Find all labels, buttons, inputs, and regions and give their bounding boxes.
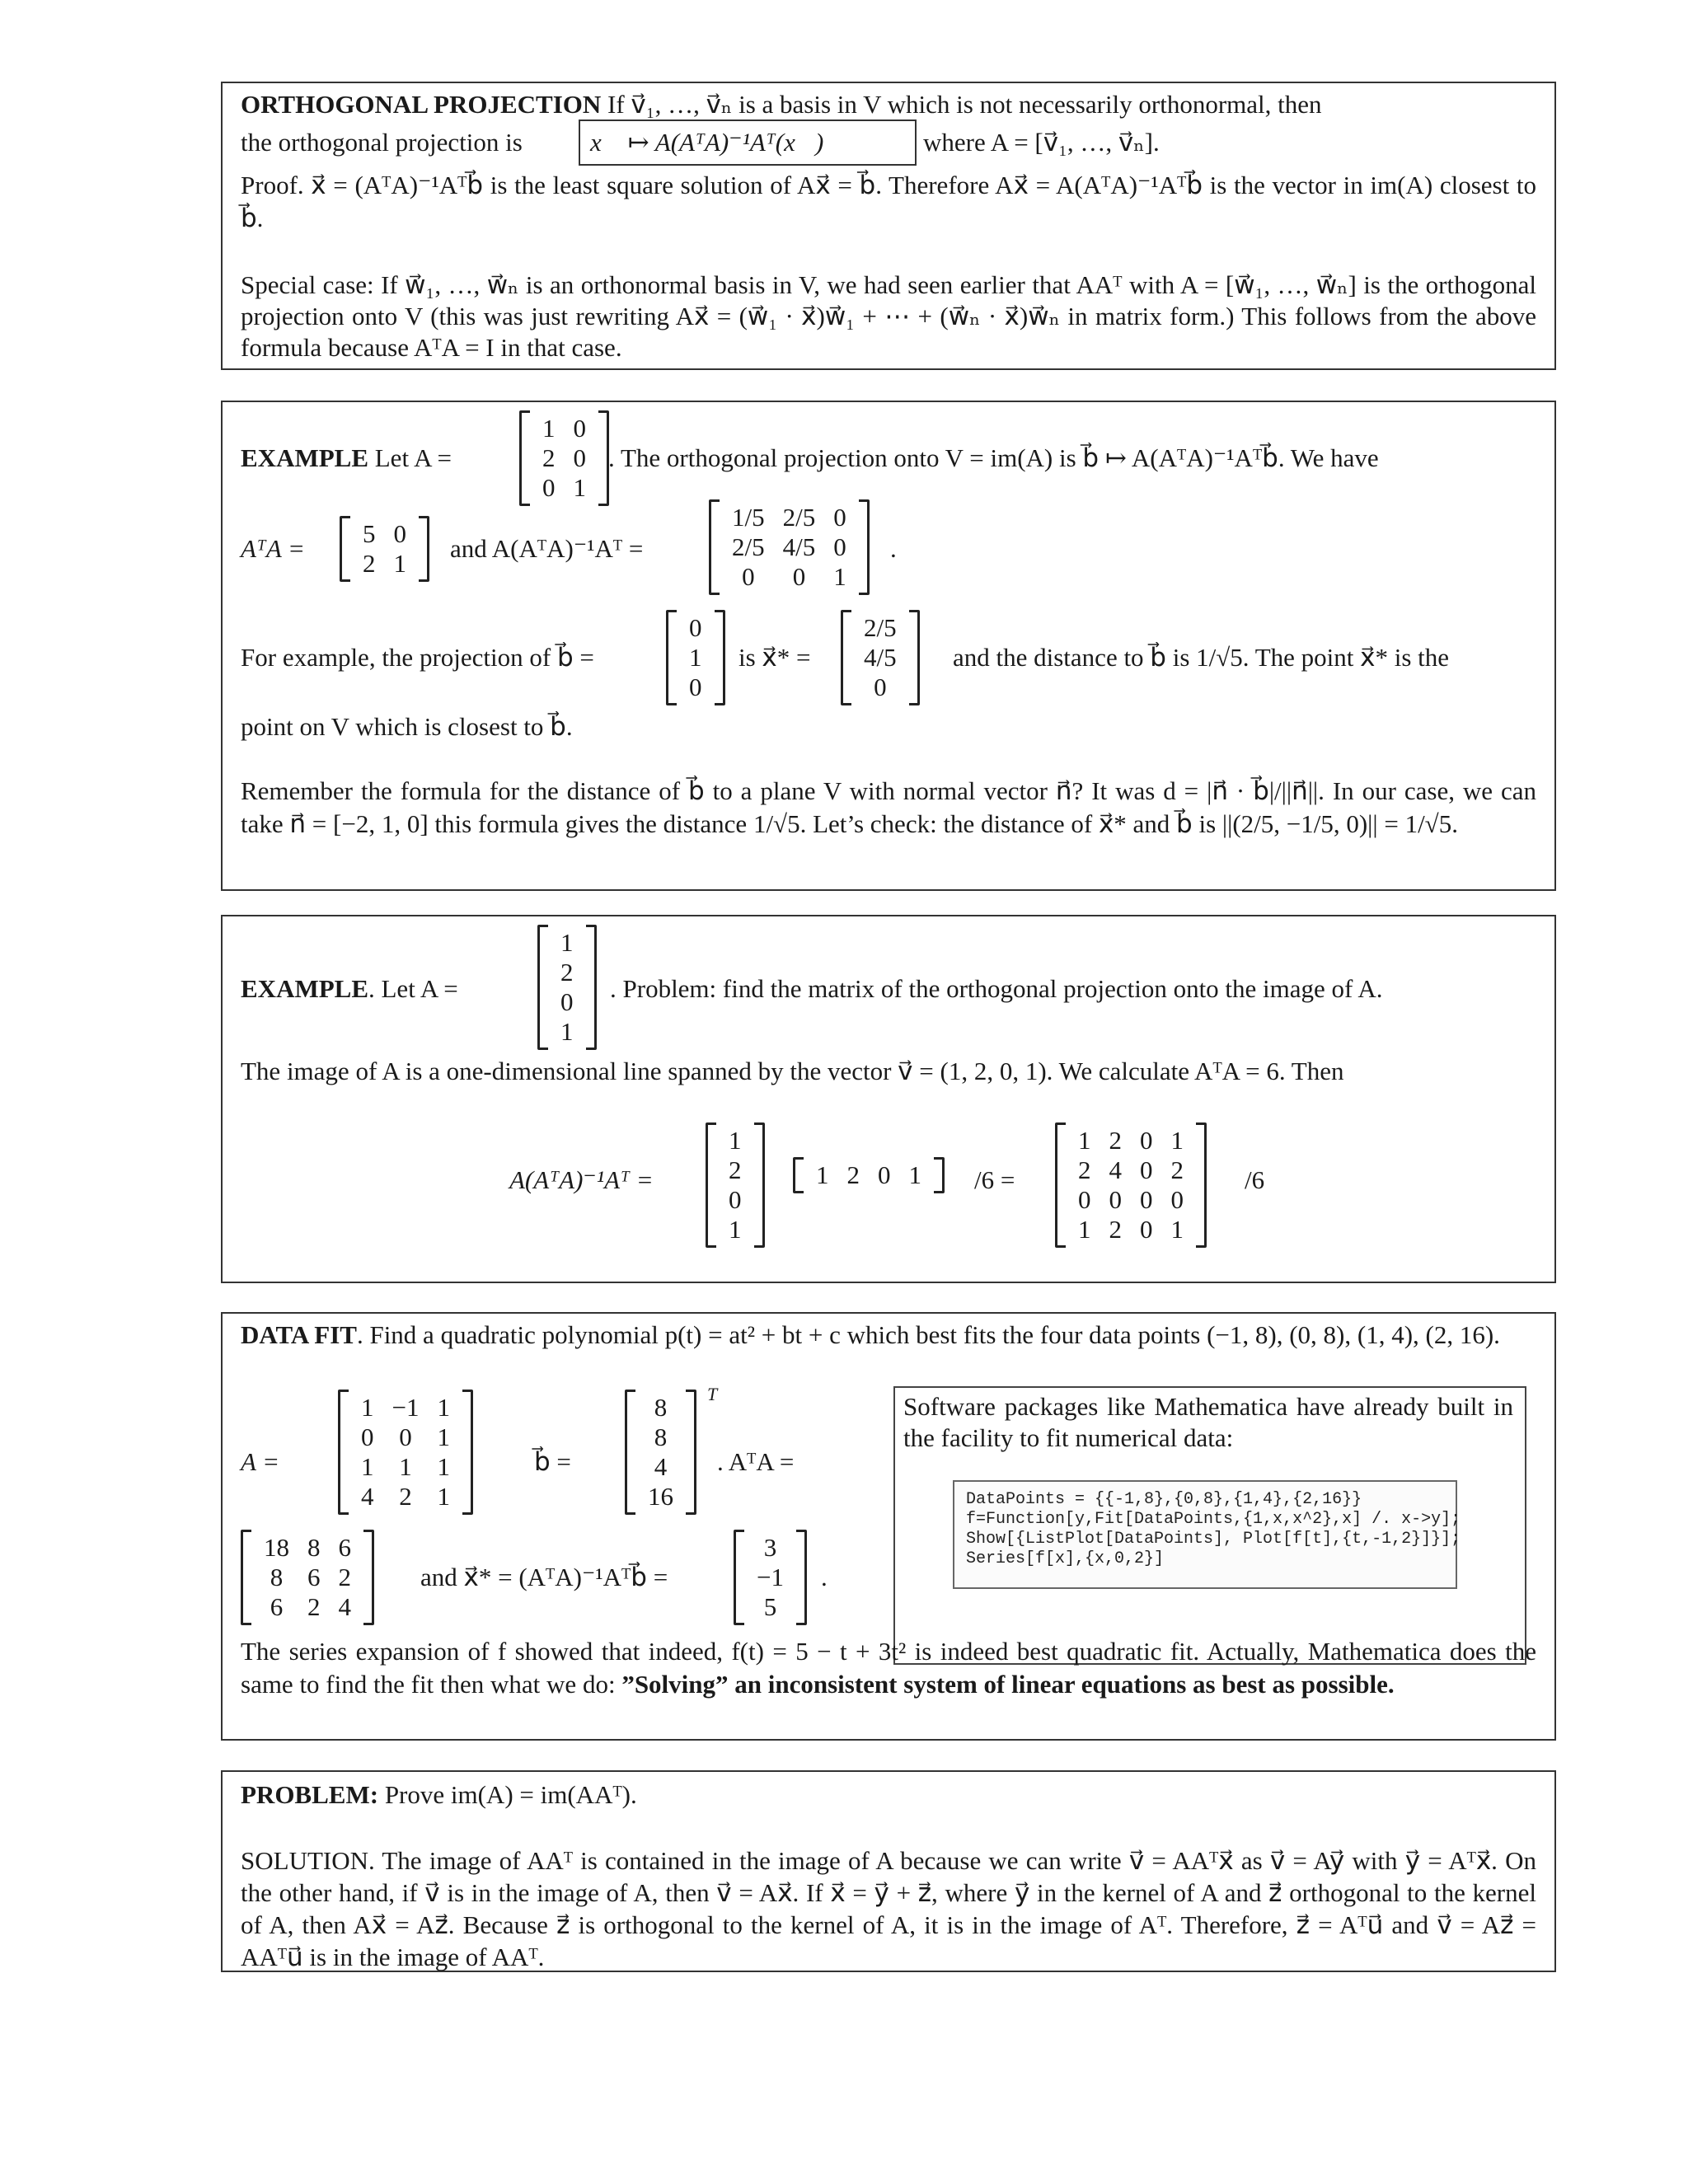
matrix-entry: 1 (560, 1017, 574, 1046)
section-heading: ORTHOGONAL PROJECTION (241, 90, 602, 119)
matrix-grid (723, 503, 856, 592)
matrix-entry: 0 (833, 503, 846, 532)
matrix-entry: 2 (1170, 1155, 1184, 1184)
software-paragraph: Software packages like Mathematica have already built in the facility to fit numerical data: (903, 1392, 1513, 1452)
matrix-entry: 1 (361, 1393, 374, 1422)
image-line-text: The image of A is a one-dimensional line spanned by the vector v⃗ = (1, 2, 0, 1). We calculate AᵀA = 6. Then (241, 1057, 1344, 1085)
matrix-row (354, 519, 415, 549)
matrix-entry: −1 (757, 1563, 784, 1591)
matrix-row (354, 549, 415, 579)
matrix-row (680, 643, 711, 673)
matrix-entry: 1 (560, 928, 574, 957)
section-problem (221, 1770, 1556, 1972)
matrix-row (255, 1533, 360, 1563)
matrix-entry: 2/5 (782, 503, 816, 532)
matrix-grid (748, 1533, 793, 1622)
problem-line (241, 1779, 637, 1811)
special-case-paragraph (241, 269, 1536, 363)
matrix-entry: 1/5 (732, 503, 765, 532)
matrix-entry: 2/5 (864, 613, 897, 642)
software-box (893, 1386, 1526, 1665)
matrix-projection (709, 499, 870, 595)
matrix-entry: 1 (729, 1215, 742, 1244)
matrix-entry: 6 (307, 1563, 321, 1591)
code-line: DataPoints = {{-1,8},{0,8},{1,4},{2,16}} (966, 1490, 1362, 1509)
matrix-grid (1069, 1126, 1193, 1244)
matrix-row (720, 1126, 751, 1155)
distance-text: and the distance to b⃗ is 1/√5. The point x⃗* is the (953, 643, 1450, 672)
matrix-entry: 2 (399, 1482, 412, 1511)
code-line: Series[f[x],{x,0,2}] (966, 1549, 1165, 1568)
example-heading: EXAMPLE (241, 443, 368, 472)
divide-six (1245, 1164, 1264, 1197)
matrix-row (855, 613, 906, 643)
closest-point-text: point on V which is closest to b⃗. (241, 712, 573, 741)
series-paragraph (241, 1635, 1536, 1701)
matrix-grid (352, 1393, 459, 1511)
matrix-entry: 16 (648, 1482, 673, 1511)
projection-lhs-text: A(AᵀA)⁻¹Aᵀ = (509, 1165, 654, 1194)
matrix-grid (639, 1393, 682, 1511)
problem-text: . Problem: find the matrix of the orthogonal projection onto the image of A. (610, 974, 1383, 1003)
matrix-entry: 0 (689, 673, 702, 701)
period (821, 1561, 828, 1594)
matrix-entry: 3 (763, 1533, 777, 1562)
matrix-row (551, 987, 583, 1017)
matrix-entry: 0 (560, 987, 574, 1016)
matrix-row (1069, 1185, 1193, 1215)
series-paragraph-text (241, 1635, 1536, 1701)
matrix-row (533, 473, 595, 503)
period (890, 532, 897, 565)
matrix-entry: 0 (573, 443, 586, 472)
matrix-entry: 0 (542, 473, 556, 502)
section-example-line-projection (221, 915, 1556, 1283)
data-fit-intro-paragraph (241, 1319, 1536, 1352)
matrix-entry: 2 (846, 1160, 860, 1189)
example-heading: EXAMPLE (241, 974, 368, 1003)
matrix-row (855, 643, 906, 673)
and-projection-text: and A(AᵀA)⁻¹Aᵀ = (450, 534, 644, 563)
matrix-entry: 0 (689, 613, 702, 642)
result-matrix (1055, 1122, 1207, 1248)
matrix-entry: 1 (542, 414, 556, 443)
where-text: where A = [v⃗₁, …, v⃗ₙ]. (923, 128, 1160, 157)
matrix-grid (855, 613, 906, 702)
matrix-row (551, 958, 583, 987)
matrix-row (639, 1452, 682, 1482)
matrix-entry: 0 (742, 562, 755, 591)
matrix-row (720, 1185, 751, 1215)
matrix-row (723, 562, 856, 592)
matrix-entry: 0 (729, 1185, 742, 1214)
period-text: . (821, 1563, 828, 1591)
data-fit-intro-text: . Find a quadratic polynomial p(t) = at² + bt + c which best fits the four data points (−1, 8), (0, 8), (1, 4), (2, 16). (356, 1320, 1500, 1349)
matrix-entry: 0 (361, 1422, 374, 1451)
proof-paragraph (241, 169, 1536, 235)
matrix-entry: 0 (878, 1160, 891, 1189)
matrix-entry: 2 (1109, 1126, 1122, 1155)
matrix-entry: 1 (1170, 1126, 1184, 1155)
matrix-entry: 2/5 (732, 532, 765, 561)
vector-b (625, 1390, 696, 1515)
projection-statement (608, 442, 1379, 475)
matrix-row (533, 414, 595, 443)
for-example-label (241, 641, 594, 674)
line-1 (241, 88, 1322, 121)
matrix-entry: 0 (1140, 1185, 1153, 1214)
matrix-entry: 1 (816, 1160, 829, 1189)
matrix-row (255, 1563, 360, 1592)
series-text: The series expansion of f showed that indeed, f(t) = 5 − t + 3t² is indeed best quadratic fit. Actually, Mathematica does the same to find the fit then what we do: (241, 1637, 1536, 1699)
intro-text: If v⃗₁, …, v⃗ₙ is a basis in V which is not necessarily orthonormal, then (607, 90, 1322, 119)
vector-x-star (734, 1530, 807, 1625)
matrix-entry: 0 (1140, 1155, 1153, 1184)
matrix-entry: 2 (560, 958, 574, 987)
matrix-entry: 1 (437, 1422, 450, 1451)
matrix-row (551, 928, 583, 958)
ata-label (717, 1446, 794, 1479)
matrix-row (723, 532, 856, 562)
a-label (241, 1446, 279, 1479)
matrix-row (807, 1160, 931, 1190)
matrix-grid (533, 414, 595, 503)
ata-label-text: AᵀA = (241, 534, 305, 563)
matrix-row (748, 1563, 793, 1592)
matrix-entry: 4 (654, 1452, 668, 1481)
matrix-row (1069, 1126, 1193, 1155)
divide-six-text: /6 (1245, 1165, 1265, 1194)
ata-label-text: . AᵀA = (717, 1447, 795, 1476)
is-x-label (738, 641, 811, 674)
matrix-entry: 1 (908, 1160, 921, 1189)
solution-paragraph (241, 1844, 1536, 1973)
projection-label: the orthogonal projection is (241, 128, 523, 157)
section-data-fit (221, 1312, 1556, 1741)
matrix-a (338, 1390, 473, 1515)
matrix-row (1069, 1155, 1193, 1185)
vector-a (537, 925, 597, 1050)
matrix-entry: 8 (270, 1563, 284, 1591)
remember-paragraph (241, 775, 1536, 841)
column-vector (706, 1122, 765, 1248)
data-fit-heading: DATA FIT (241, 1320, 357, 1349)
remember-text: Remember the formula for the distance of b⃗ to a plane V with normal vector n⃗? It was d = |n⃗ · b⃗|/||n⃗||. In our case, we can take n⃗ = [−2, 1, 0] this formula gives the distance 1/√5. Let’s check: the distance of x⃗* and b⃗ is ||(2/5, −1/5, 0)|| = 1/√5. (241, 776, 1536, 838)
divide-six-equals (974, 1164, 1015, 1197)
matrix-row (639, 1482, 682, 1511)
matrix-entry: 18 (264, 1533, 289, 1562)
code-line: f=Function[y,Fit[DataPoints,{1,x,x^2},x] /. x->y]; (966, 1510, 1461, 1529)
matrix-entry: 4 (338, 1592, 351, 1621)
matrix-grid (807, 1160, 931, 1190)
matrix-row (551, 1017, 583, 1047)
and-x-text: and x⃗* = (AᵀA)⁻¹Aᵀb⃗ = (420, 1563, 668, 1591)
matrix-entry: 4/5 (782, 532, 816, 561)
matrix-entry: 2 (1109, 1215, 1122, 1244)
matrix-entry: 2 (729, 1155, 742, 1184)
transpose-mark (707, 1378, 717, 1411)
matrix-entry: 0 (573, 414, 586, 443)
transpose-mark-text: T (707, 1384, 718, 1404)
matrix-entry: 5 (363, 519, 376, 548)
matrix-entry: 6 (270, 1592, 284, 1621)
matrix-row (720, 1155, 751, 1185)
matrix-ata (241, 1530, 374, 1625)
matrix-entry: 1 (437, 1393, 450, 1422)
software-text (903, 1391, 1513, 1454)
matrix-grid (720, 1126, 751, 1244)
matrix-entry: 8 (654, 1422, 668, 1451)
closest-point-line (241, 710, 573, 743)
matrix-entry: 0 (1140, 1126, 1153, 1155)
line-2 (241, 126, 523, 159)
matrix-entry: 5 (763, 1592, 777, 1621)
row-vector (793, 1157, 945, 1193)
problem-statement (610, 972, 1383, 1005)
matrix-entry: 1 (573, 473, 586, 502)
projection-lhs (509, 1164, 654, 1197)
matrix-entry: 1 (689, 643, 702, 672)
matrix-entry: 0 (399, 1422, 412, 1451)
matrix-grid (551, 928, 583, 1047)
formula-text: x⃗ ↦ A(AᵀA)⁻¹Aᵀ(x⃗) (590, 128, 824, 157)
matrix-row (352, 1422, 459, 1452)
vector-b (666, 610, 725, 705)
matrix-entry: 0 (393, 519, 406, 548)
matrix-row (748, 1592, 793, 1622)
code-block (953, 1480, 1461, 1589)
matrix-entry: 6 (338, 1533, 351, 1562)
matrix-entry: 2 (542, 443, 556, 472)
matrix-grid (255, 1533, 360, 1622)
divide-six-equals-text: /6 = (974, 1165, 1015, 1194)
example-let (241, 972, 458, 1005)
matrix-entry: 0 (1170, 1185, 1184, 1214)
matrix-entry: 4 (1109, 1155, 1122, 1184)
matrix-entry: −1 (392, 1393, 420, 1422)
matrix-a (519, 410, 609, 506)
matrix-entry: 4/5 (864, 643, 897, 672)
matrix-entry: 1 (437, 1452, 450, 1481)
matrix-row (723, 503, 856, 532)
matrix-row (533, 443, 595, 473)
image-line (241, 1055, 1343, 1088)
is-x-text: is x⃗* = (738, 643, 811, 672)
matrix-entry: 2 (338, 1563, 351, 1591)
matrix-row (748, 1533, 793, 1563)
matrix-entry: 1 (729, 1126, 742, 1155)
matrix-entry: 8 (654, 1393, 668, 1422)
matrix-row (255, 1592, 360, 1622)
matrix-row (352, 1452, 459, 1482)
b-label-text: b⃗ = (534, 1447, 571, 1476)
matrix-entry: 4 (361, 1482, 374, 1511)
b-label (534, 1446, 571, 1479)
boxed-formula (579, 120, 917, 166)
distance-statement (953, 641, 1449, 674)
where-clause (923, 126, 1160, 159)
matrix-entry: 0 (1140, 1215, 1153, 1244)
and-projection-label (450, 532, 643, 565)
example-let (241, 442, 452, 475)
matrix-row (680, 613, 711, 643)
let-a-label: . Let A = (368, 974, 458, 1003)
matrix-row (352, 1482, 459, 1511)
matrix-entry: 2 (1078, 1155, 1091, 1184)
matrix-entry: 1 (399, 1452, 412, 1481)
special-case-text: Special case: If w⃗₁, …, w⃗ₙ is an orthonormal basis in V, we had seen earlier that AAᵀ with A = [w⃗₁, …, w⃗ₙ] is the orthogonal projection onto V (this was just rewriting Ax⃗ = (w⃗₁ · x⃗)w⃗₁ + ⋯ + (w⃗ₙ · x⃗)w⃗ₙ in matrix form.) This follows from the above formula because AᵀA = I in that case. (241, 270, 1536, 362)
for-example-text: For example, the projection of b⃗ = (241, 643, 594, 672)
matrix-entry: 0 (1078, 1185, 1091, 1214)
matrix-grid (354, 519, 415, 579)
matrix-row (639, 1422, 682, 1452)
conclusion-bold: ”Solving” an inconsistent system of linear equations as best as possible. (621, 1670, 1395, 1699)
matrix-row (855, 673, 906, 702)
matrix-entry: 0 (874, 673, 887, 701)
ata-label (241, 532, 305, 565)
data-fit-intro (241, 1319, 1536, 1352)
and-x-label (420, 1561, 668, 1594)
matrix-entry: 1 (1170, 1215, 1184, 1244)
matrix-entry: 1 (833, 562, 846, 591)
matrix-entry: 2 (307, 1592, 321, 1621)
matrix-grid (680, 613, 711, 702)
matrix-entry: 0 (1109, 1185, 1122, 1214)
matrix-row (352, 1393, 459, 1422)
section-example-projection (221, 401, 1556, 891)
section-orthogonal-projection (221, 82, 1556, 370)
period-text: . (890, 534, 897, 563)
matrix-row (680, 673, 711, 702)
proof-text: Proof. x⃗ = (AᵀA)⁻¹Aᵀb⃗ is the least square solution of Ax⃗ = b⃗. Therefore Ax⃗ = A(AᵀA)⁻¹Aᵀb⃗ is the vector in im(A) closest to b⃗. (241, 171, 1536, 232)
problem-text: Prove im(A) = im(AAᵀ). (384, 1780, 637, 1809)
matrix-entry: 0 (833, 532, 846, 561)
matrix-entry: 1 (437, 1482, 450, 1511)
code-line: Show[{ListPlot[DataPoints], Plot[f[t],{t,-1,2}]}]; (966, 1530, 1461, 1549)
solution-text: SOLUTION. The image of AAᵀ is contained in the image of A because we can write v⃗ = AAᵀx⃗ as v⃗ = Ay⃗ with y⃗ = Aᵀx⃗. On the other hand, if v⃗ is in the image of A, then v⃗ = Ax⃗. If x⃗ = y⃗ + z⃗, where y⃗ in the kernel of A and z⃗ orthogonal to the kernel of A, then Ax⃗ = Az⃗. Because z⃗ is orthogonal to the kernel of A, it is in the image of Aᵀ. Therefore, z⃗ = Aᵀu⃗ and v⃗ = Az⃗ = AAᵀu⃗ is in the image of AAᵀ. (241, 1846, 1536, 1971)
problem-heading: PROBLEM: (241, 1780, 379, 1809)
matrix-entry: 1 (1078, 1215, 1091, 1244)
matrix-entry: 1 (393, 549, 406, 578)
matrix-entry: 2 (363, 549, 376, 578)
matrix-row (1069, 1215, 1193, 1244)
let-a-label: Let A = (374, 443, 452, 472)
matrix-entry: 8 (307, 1533, 321, 1562)
matrix-entry: 0 (792, 562, 806, 591)
matrix-entry: 1 (361, 1452, 374, 1481)
matrix-entry: 1 (1078, 1126, 1091, 1155)
a-label-text: A = (241, 1447, 280, 1476)
vector-x-star (841, 610, 920, 705)
matrix-row (639, 1393, 682, 1422)
matrix-row (720, 1215, 751, 1244)
projection-text: . The orthogonal projection onto V = im(A) is b⃗ ↦ A(AᵀA)⁻¹Aᵀb⃗. We have (608, 443, 1379, 472)
matrix-ata (340, 516, 429, 582)
